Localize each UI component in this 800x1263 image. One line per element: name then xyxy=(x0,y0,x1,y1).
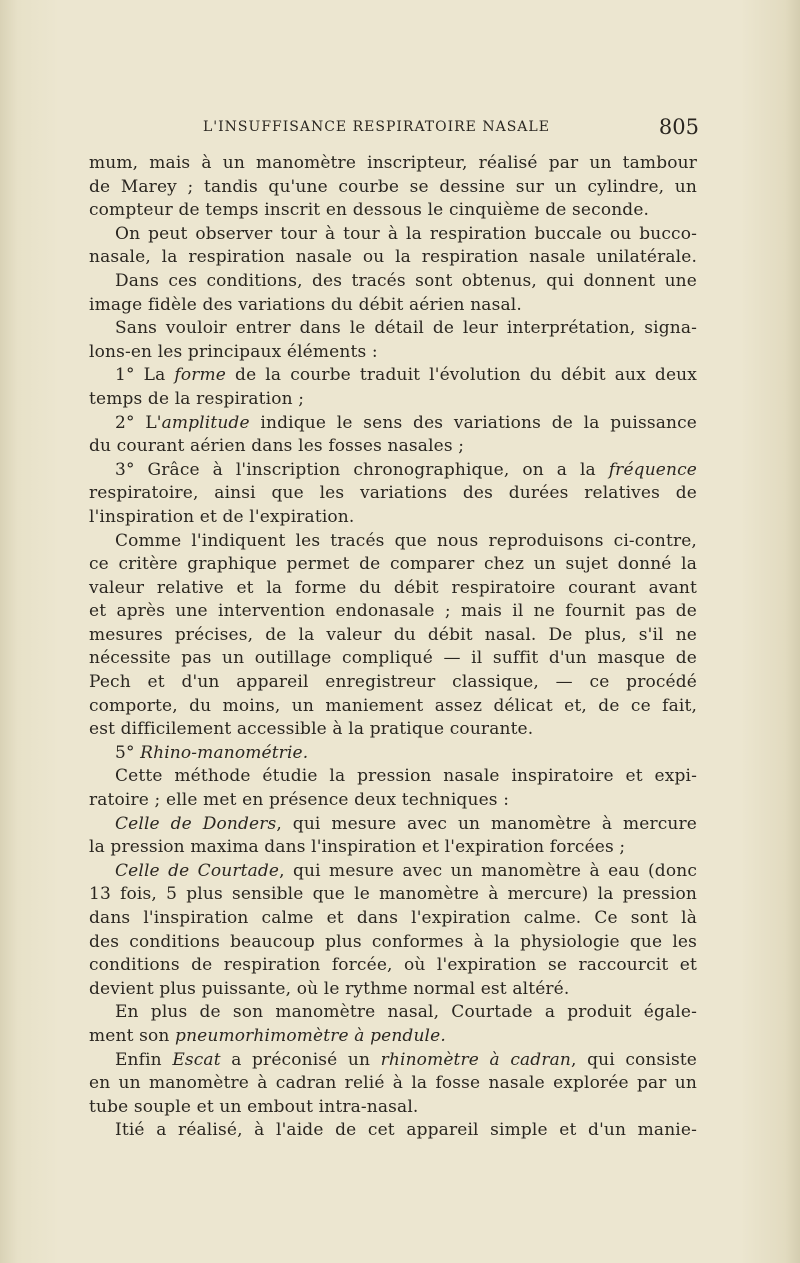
text-line: de Marey ; tandis qu'une courbe se dessine sur un cylindre, un xyxy=(89,176,697,197)
text-line: Dans ces conditions, des tracés sont obtenus, qui donnent une xyxy=(115,270,697,291)
text-line: Pech et d'un appareil enregistreur classique, — ce procédé xyxy=(89,672,697,693)
text-line xyxy=(89,459,697,483)
text-run: 3° Grâce à l'inscription chronographique, on a la xyxy=(115,459,609,480)
text-run: ment son xyxy=(89,1025,176,1046)
emphasis: amplitude xyxy=(161,412,250,433)
text-line: dans l'inspiration calme et dans l'expiration calme. Ce sont là xyxy=(89,908,697,928)
text-line: du courant aérien dans les fosses nasales ; xyxy=(89,436,465,457)
text-run: 1° La xyxy=(115,365,175,386)
text-line xyxy=(89,412,697,436)
text-line: en un manomètre à cadran relié à la fosse nasale explorée par un xyxy=(89,1073,697,1094)
running-title: L'INSUFFISANCE RESPIRATOIRE NASALE xyxy=(203,119,550,135)
text-line xyxy=(89,1025,697,1049)
body-text xyxy=(89,152,697,1143)
text-line: On peut observer tour à tour à la respiration buccale ou bucco- xyxy=(115,223,697,244)
page-number: 805 xyxy=(658,115,699,139)
text-line: mesures précises, de la valeur du débit nasal. De plus, s'il ne xyxy=(89,624,697,645)
text-line: Cette méthode étudie la pression nasale inspiratoire et expi- xyxy=(115,766,697,787)
text-line: l'inspiration et de l'expiration. xyxy=(89,506,355,527)
text-run: , qui mesure avec un manomètre à mercure xyxy=(276,813,697,834)
text-line xyxy=(89,860,697,884)
emphasis: fréquence xyxy=(608,459,697,480)
text-run: 5° xyxy=(115,742,141,763)
text-line: la pression maxima dans l'inspiration et l'expiration forcées ; xyxy=(89,837,626,858)
text-line: est difficilement accessible à la pratique courante. xyxy=(89,719,534,740)
emphasis: forme xyxy=(174,365,226,386)
text-run: Enfin xyxy=(115,1049,173,1070)
text-line: et après une intervention endonasale ; mais il ne fournit pas de xyxy=(89,601,697,622)
text-line: ratoire ; elle met en présence deux techniques : xyxy=(89,790,510,811)
text-line: mum, mais à un manomètre inscripteur, réalisé par un tambour xyxy=(89,153,697,173)
text-line: Comme l'indiquent les tracés que nous reproduisons ci-contre, xyxy=(115,530,697,551)
text-line: En plus de son manomètre nasal, Courtade a produit égale- xyxy=(115,1002,697,1023)
emphasis: pneumorhimomètre à pendule. xyxy=(175,1025,446,1046)
text-line: des conditions beaucoup plus conformes à la physiologie que les xyxy=(89,931,697,952)
text-line xyxy=(89,1049,697,1073)
text-line: ce critère graphique permet de comparer chez un sujet donné la xyxy=(89,554,697,575)
emphasis: Celle de Donders xyxy=(115,813,277,834)
page-header xyxy=(203,117,699,139)
text-line: Itié a réalisé, à l'aide de cet appareil simple et d'un manie- xyxy=(115,1120,697,1141)
text-run: 2° L' xyxy=(115,412,162,433)
text-line: lons-en les principaux éléments : xyxy=(89,341,378,362)
text-line xyxy=(89,364,697,388)
text-line: nécessite pas un outillage compliqué — il suffit d'un masque de xyxy=(89,648,697,669)
text-line: temps de la respiration ; xyxy=(89,388,305,409)
text-line: Sans vouloir entrer dans le détail de leur interprétation, signa- xyxy=(115,318,697,339)
text-run: de la courbe traduit l'évolution du débit aux deux xyxy=(226,365,697,386)
text-line: tube souple et un embout intra-nasal. xyxy=(89,1096,419,1117)
text-line: conditions de respiration forcée, où l'expiration se raccourcit et xyxy=(89,955,697,976)
emphasis: Escat xyxy=(172,1049,221,1070)
text-line: comporte, du moins, un maniement assez délicat et, de ce fait, xyxy=(89,695,697,716)
text-run: , qui consiste xyxy=(571,1049,698,1070)
text-line: nasale, la respiration nasale ou la respiration nasale unilatérale. xyxy=(89,247,697,268)
text-line: devient plus puissante, où le rythme normal est altéré. xyxy=(89,978,570,999)
text-line: respiratoire, ainsi que les variations des durées relatives de xyxy=(89,483,697,504)
emphasis: Rhino-manométrie. xyxy=(140,742,309,763)
emphasis: Celle de Courtade xyxy=(115,860,280,881)
text-line: valeur relative et la forme du débit respiratoire courant avant xyxy=(89,577,697,598)
text-line: compteur de temps inscrit en dessous le cinquième de seconde. xyxy=(89,200,650,221)
text-line: image fidèle des variations du débit aérien nasal. xyxy=(89,294,522,315)
text-line: 13 fois, 5 plus sensible que le manomètre à mercure) la pression xyxy=(89,884,697,905)
text-run: , qui mesure avec un manomètre à eau (donc xyxy=(279,860,697,881)
emphasis: rhinomètre à cadran xyxy=(380,1049,572,1070)
text-run: indique le sens des variations de la puissance xyxy=(249,412,697,433)
text-run: a préconisé un xyxy=(220,1049,381,1070)
text-line xyxy=(89,813,697,837)
text-line xyxy=(89,742,697,766)
